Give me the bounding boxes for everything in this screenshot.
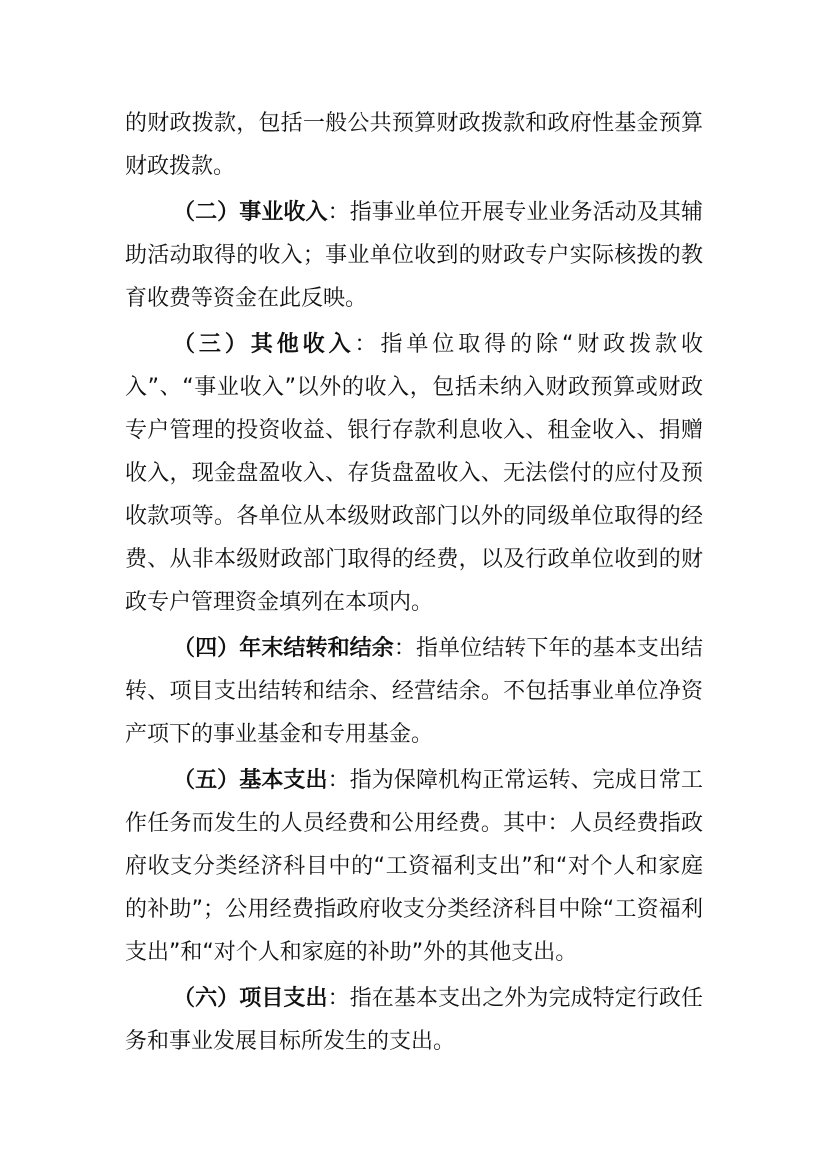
paragraph-other-income bbox=[125, 323, 703, 624]
paragraph-year-end-carryover bbox=[125, 627, 703, 756]
paragraph-body: ：指单位取得的除“财政拨款收入”、“事业收入”以外的收入，包括未纳入财政预算或财政专户管理的投资收益、银行存款利息收入、租金收入、捐赠收入，现金盘盈收入、存货盘盈收入、无法偿付的应付及预收款项等。各单位从本级财政部门以外的同级单位取得的经费、从非本级财政部门取得的经费，以及行政单位收到的财政专户管理资金填列在本项内。 bbox=[125, 332, 703, 615]
paragraph-body: 的财政拨款，包括一般公共预算财政拨款和政府性基金预算财政拨款。 bbox=[125, 111, 703, 179]
paragraph-body: ：指单位结转下年的基本支出结转、项目支出结转和结余、经营结余。不包括事业单位净资产项下的事业基金和专用基金。 bbox=[125, 636, 703, 747]
paragraph-term: （三）其他收入 bbox=[173, 332, 355, 357]
paragraph-project-expenditure bbox=[125, 977, 703, 1063]
document-page bbox=[125, 102, 703, 1063]
paragraph-body: ：指在基本支出之外为完成特定行政任务和事业发展目标所发生的支出。 bbox=[125, 986, 703, 1054]
paragraph-continuation bbox=[125, 102, 703, 188]
paragraph-term: （五）基本支出 bbox=[173, 768, 328, 793]
paragraph-term: （四）年末结转和结余 bbox=[173, 636, 394, 661]
paragraph-term: （二）事业收入 bbox=[173, 200, 328, 225]
paragraph-business-income bbox=[125, 191, 703, 320]
paragraph-body: ：指为保障机构正常运转、完成日常工作任务而发生的人员经费和公用经费。其中：人员经费指政府收支分类经济科目中的“工资福利支出”和“对个人和家庭的补助”；公用经费指政府收支分类经济科目中除“工资福利支出”和“对个人和家庭的补助”外的其他支出。 bbox=[125, 768, 703, 965]
paragraph-basic-expenditure bbox=[125, 759, 703, 974]
paragraph-term: （六）项目支出 bbox=[173, 986, 328, 1011]
paragraph-body: ：指事业单位开展专业业务活动及其辅助活动取得的收入；事业单位收到的财政专户实际核拨的教育收费等资金在此反映。 bbox=[125, 200, 703, 311]
